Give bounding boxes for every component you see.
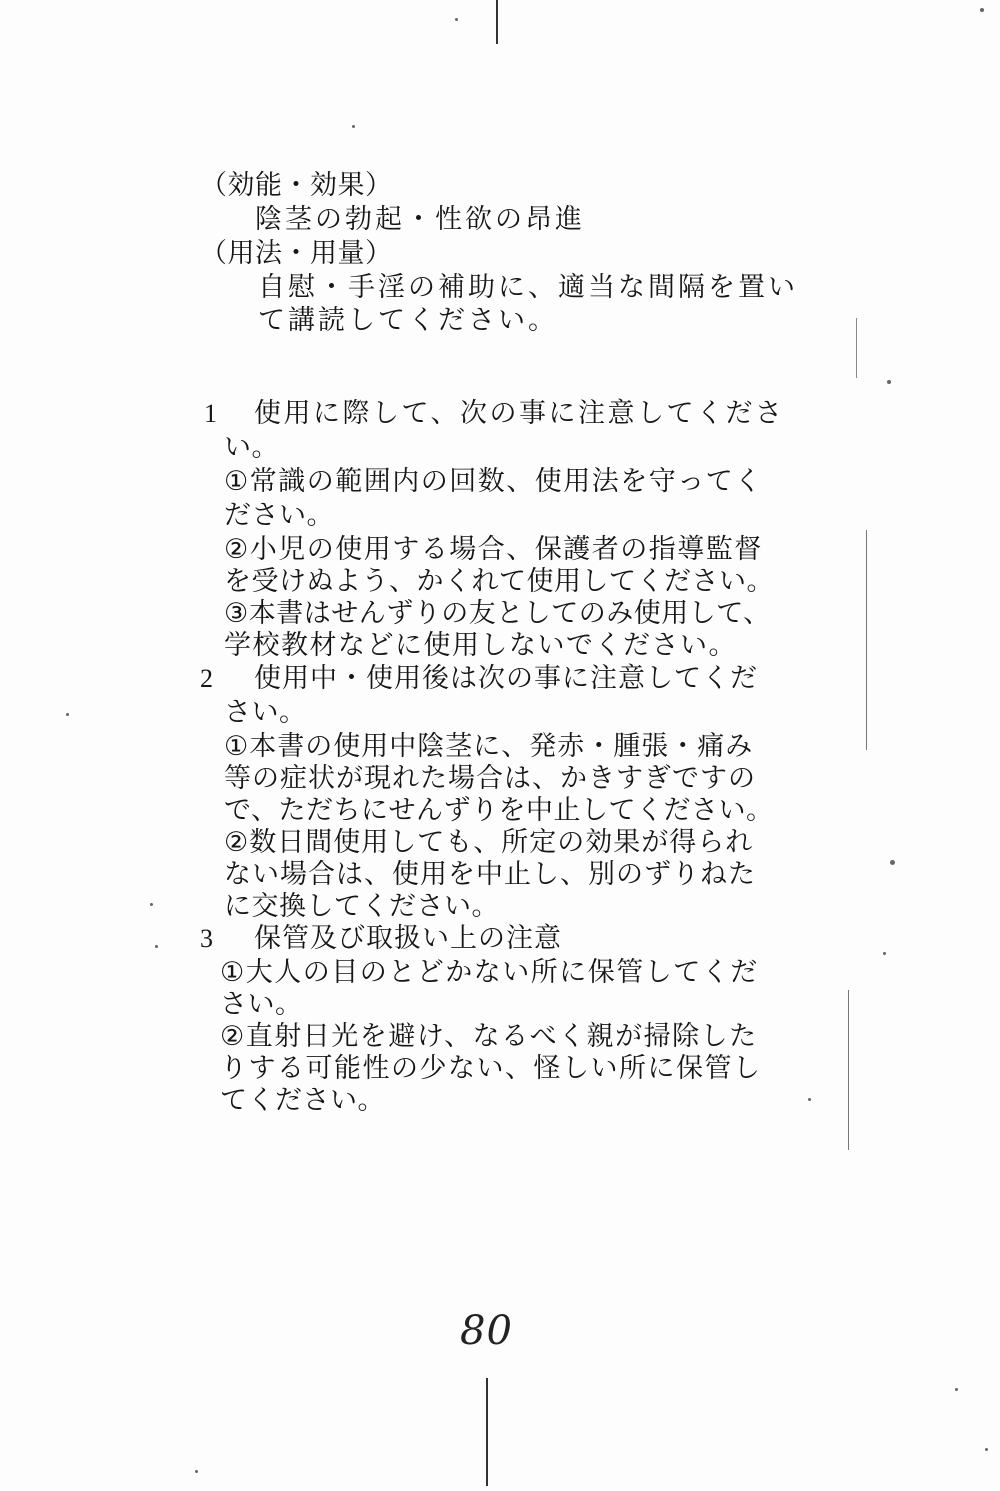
page-number: 80 bbox=[460, 1308, 513, 1354]
speck bbox=[455, 18, 458, 21]
note-line: ①常識の範囲内の回数、使用法を守ってく bbox=[224, 466, 763, 497]
efficacy-text: 陰茎の勃起・性欲の昂進 bbox=[255, 204, 585, 235]
right-edge-rule-1 bbox=[856, 318, 857, 378]
note-line: さい。 bbox=[224, 697, 307, 728]
note-line: 使用に際して、次の事に注意してくださ bbox=[254, 398, 785, 429]
note-line: 保管及び取扱い上の注意 bbox=[254, 923, 562, 954]
note-line: さい。 bbox=[220, 989, 303, 1020]
speck bbox=[980, 8, 984, 12]
note-line: を受けぬよう、かくれて使用してください。 bbox=[224, 566, 774, 597]
note-line: りする可能性の少ない、怪しい所に保管し bbox=[220, 1053, 762, 1084]
right-edge-rule-3 bbox=[848, 990, 849, 1150]
note-line: ①大人の目のとどかない所に保管してくだ bbox=[220, 957, 759, 988]
speck bbox=[66, 713, 69, 716]
note-number: 3 bbox=[200, 924, 213, 953]
usage-heading: （用法・用量） bbox=[200, 238, 393, 269]
note-line: に交換してください。 bbox=[224, 891, 499, 922]
note-line: ③本書はせんずりの友としてのみ使用して、 bbox=[224, 598, 771, 629]
note-number: 1 bbox=[204, 399, 217, 428]
note-line: 学校教材などに使用しないでください。 bbox=[224, 630, 737, 661]
speck bbox=[155, 945, 158, 948]
efficacy-heading: （効能・効果） bbox=[200, 170, 393, 201]
note-line: い。 bbox=[224, 432, 279, 463]
note-line: で、ただちにせんずりを中止してください。 bbox=[224, 795, 774, 826]
speck bbox=[985, 1448, 988, 1451]
note-line: ない場合は、使用を中止し、別のずりねた bbox=[224, 859, 756, 890]
note-line: ②小児の使用する場合、保護者の指導監督 bbox=[224, 534, 763, 565]
speck bbox=[955, 1388, 958, 1391]
note-line: てください。 bbox=[220, 1085, 385, 1116]
speck bbox=[887, 380, 891, 384]
speck bbox=[352, 125, 355, 128]
speck bbox=[150, 903, 153, 906]
note-line: ①本書の使用中陰茎に、発赤・腫張・痛み bbox=[224, 731, 754, 762]
note-line: ださい。 bbox=[224, 500, 334, 531]
top-center-rule bbox=[496, 0, 498, 44]
bottom-center-rule bbox=[486, 1378, 488, 1486]
note-line: 等の症状が現れた場合は、かきすぎですの bbox=[224, 763, 756, 794]
right-edge-rule-2 bbox=[866, 530, 867, 750]
note-line: 使用中・使用後は次の事に注意してくだ bbox=[254, 663, 758, 694]
note-line: ②数日間使用しても、所定の効果が得られ bbox=[224, 827, 754, 858]
speck bbox=[883, 952, 886, 955]
speck bbox=[195, 1470, 198, 1473]
speck bbox=[808, 1098, 811, 1101]
speck bbox=[890, 860, 895, 865]
note-line: ②直射日光を避け、なるべく親が掃除した bbox=[220, 1021, 758, 1052]
usage-text-line: て講読してください。 bbox=[258, 305, 558, 336]
note-number: 2 bbox=[200, 664, 213, 693]
usage-text-line: 自慰・手淫の補助に、適当な間隔を置い bbox=[258, 272, 798, 303]
